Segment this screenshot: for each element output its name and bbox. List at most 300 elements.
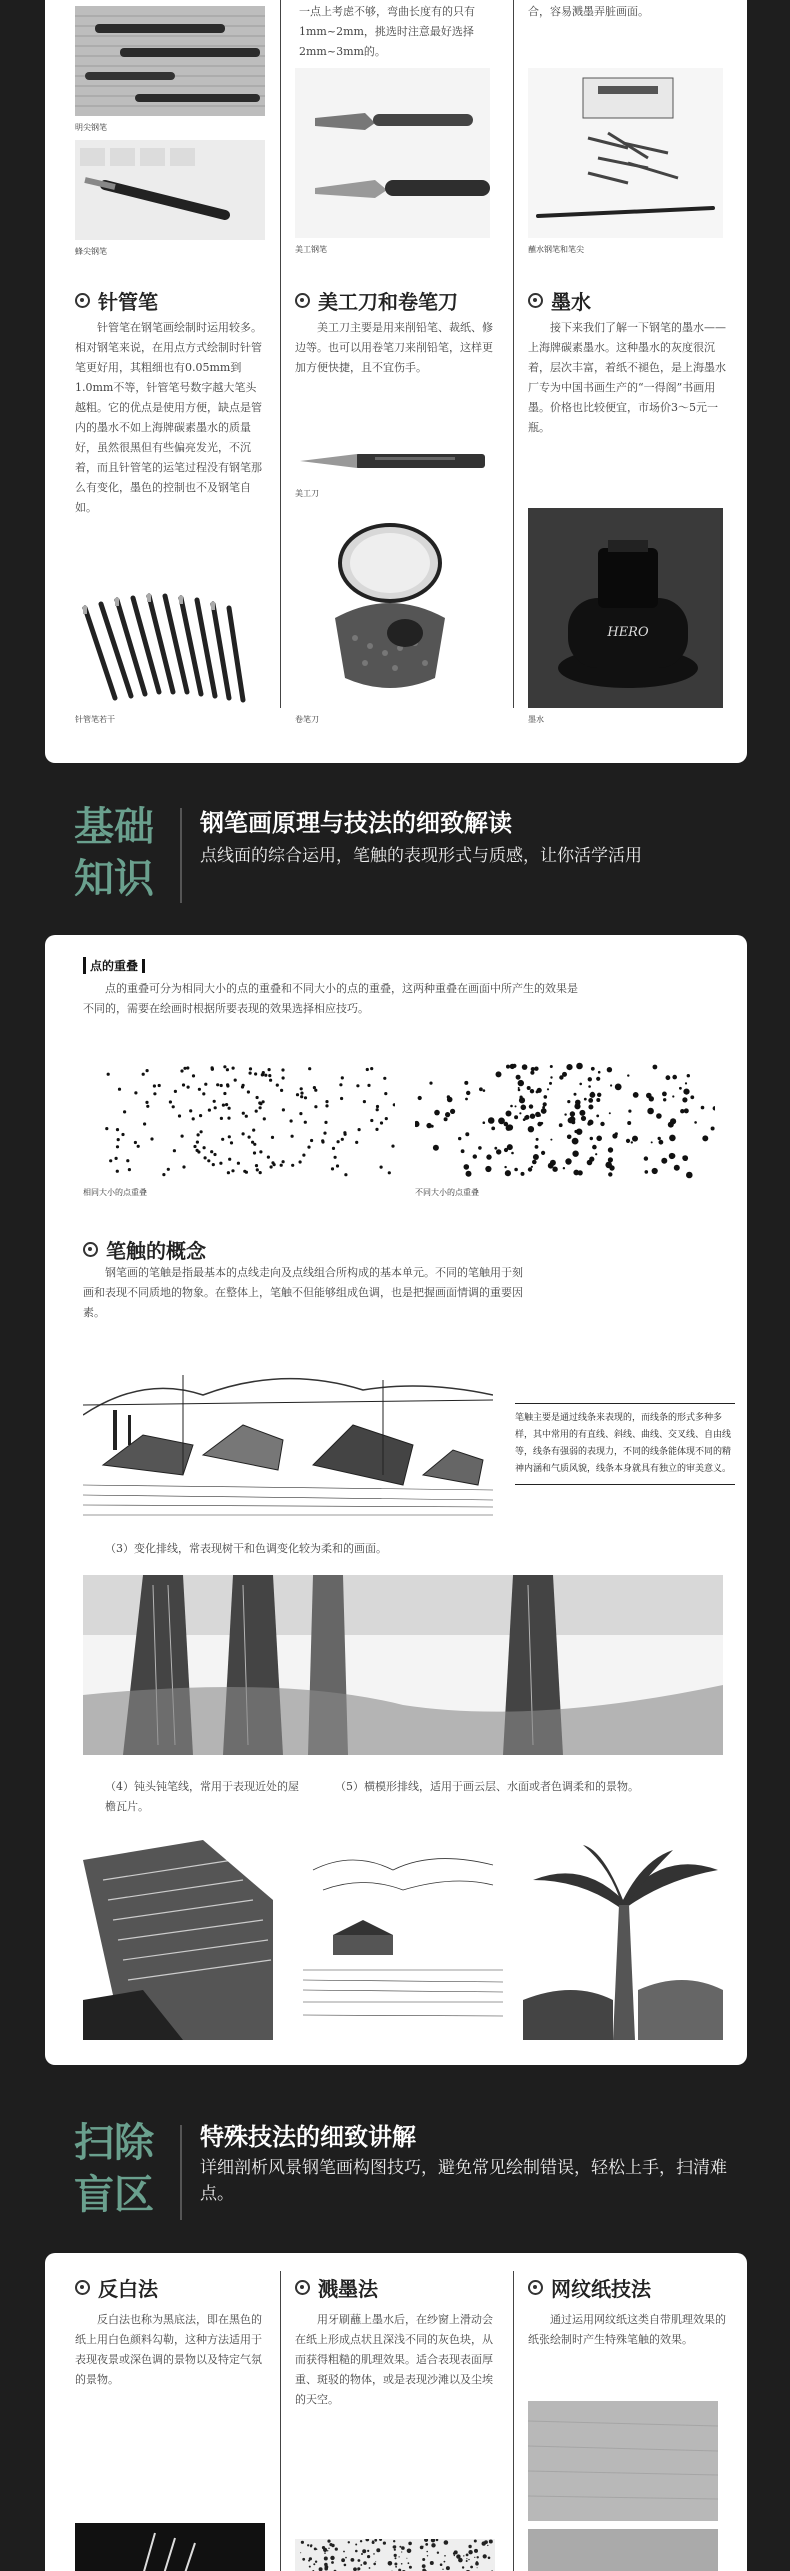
- splatter-mark: [425, 2543, 428, 2546]
- caption-utility-knife: 美工刀: [295, 489, 319, 498]
- dot-mark: [174, 1090, 177, 1093]
- dot-mark: [310, 1139, 313, 1142]
- splatter-mark: [372, 2541, 375, 2544]
- reverse-sample: [75, 2523, 265, 2571]
- dot-mark: [261, 1073, 264, 1076]
- dot-mark: [251, 1141, 254, 1144]
- dot-mark: [608, 1172, 612, 1176]
- dot-mark: [230, 1141, 233, 1144]
- splatter-mark: [332, 2545, 334, 2547]
- dot-mark: [516, 1075, 521, 1080]
- caption-bee-pen: 蜂尖钢笔: [75, 247, 107, 256]
- roof-tiles-sketch: [83, 1840, 273, 2040]
- dot-mark: [134, 1141, 137, 1144]
- splatter-mark: [316, 2549, 317, 2550]
- dot-mark: [588, 1077, 592, 1081]
- reverse-title: 反白法: [98, 2277, 158, 2301]
- splatter-mark: [309, 2557, 312, 2560]
- dot-mark: [702, 1135, 708, 1141]
- dot-mark: [263, 1117, 266, 1120]
- dot-mark: [627, 1074, 629, 1076]
- dot-mark: [321, 1139, 324, 1142]
- splatter-title: 溅墨法: [318, 2277, 378, 2301]
- dot-mark: [690, 1095, 694, 1099]
- dot-mark: [483, 1089, 486, 1092]
- dot-mark: [331, 1167, 334, 1170]
- dot-mark: [485, 1166, 491, 1172]
- dot-mark: [271, 1161, 274, 1164]
- splatter-mark: [431, 2543, 435, 2547]
- dot-mark: [117, 1138, 120, 1141]
- dot-mark: [672, 1095, 674, 1097]
- curved-pen-note: 一点上考虑不够，弯曲长度有的只有1mm~2mm，挑选时注意最好选择2mm~3mm的。: [299, 5, 475, 58]
- dot-mark: [245, 1115, 248, 1118]
- dot-mark: [528, 1126, 534, 1132]
- dot-mark: [187, 1086, 190, 1089]
- splatter-mark: [302, 2558, 305, 2561]
- splatter-mark: [474, 2540, 477, 2543]
- dot-mark: [656, 1113, 662, 1119]
- dot-mark: [268, 1074, 271, 1077]
- dot-mark: [534, 1067, 538, 1071]
- dot-mark: [237, 1162, 240, 1165]
- splatter-mark: [426, 2551, 428, 2553]
- dot-mark: [531, 1166, 533, 1168]
- dots-body: 点的重叠可分为相同大小的点的重叠和不同大小的点的重叠，这两种重叠在画面中所产生的效果是不同的，需要在绘画时根据所要表现的效果选择相应技巧。: [83, 982, 578, 1015]
- dot-mark: [186, 1066, 189, 1069]
- dot-mark: [126, 1159, 129, 1162]
- splatter-mark: [442, 2569, 443, 2570]
- dot-mark: [532, 1160, 537, 1165]
- dot-mark: [461, 1149, 465, 1153]
- clouds-water-sketch: [303, 1840, 503, 2040]
- dot-mark: [478, 1146, 482, 1150]
- splatter-mark: [313, 2563, 315, 2565]
- splatter-mark: [427, 2555, 428, 2556]
- dot-mark: [507, 1124, 513, 1130]
- dot-mark: [464, 1164, 470, 1170]
- dot-mark: [515, 1105, 517, 1107]
- dot-mark: [153, 1092, 156, 1095]
- dot-mark: [259, 1150, 262, 1153]
- dot-mark: [192, 1117, 195, 1120]
- dot-mark: [530, 1089, 534, 1093]
- dot-mark: [536, 1138, 539, 1141]
- splatter-mark: [331, 2561, 334, 2564]
- dot-mark: [208, 1109, 211, 1112]
- dot-mark: [307, 1146, 310, 1149]
- column-divider: [280, 0, 281, 708]
- dot-mark: [211, 1067, 214, 1070]
- splatter-body: 用牙刷蘸上墨水后，在纱窗上滑动会在纸上形成点状且深浅不同的灰色块，从而获得粗糙的肌理效果。适合表现表面厚重、斑驳的物体，或是表现沙滩以及尘埃的天空。: [295, 2313, 493, 2406]
- dot-mark: [221, 1138, 224, 1141]
- dot-mark: [522, 1064, 528, 1070]
- dot-mark: [514, 1115, 518, 1119]
- dot-mark: [608, 1147, 613, 1152]
- dot-mark: [158, 1084, 161, 1087]
- dot-mark: [183, 1067, 186, 1070]
- dot-mark: [711, 1127, 715, 1131]
- dot-mark: [291, 1135, 294, 1138]
- dot-mark: [137, 1145, 140, 1148]
- dot-mark: [595, 1153, 597, 1155]
- dot-mark: [304, 1096, 307, 1099]
- dot-mark: [118, 1088, 121, 1091]
- ink-title: 墨水: [551, 290, 591, 314]
- banner2-title: 特殊技法的细致讲解: [200, 2123, 416, 2151]
- dot-mark: [572, 1151, 578, 1157]
- dot-mark: [134, 1091, 137, 1094]
- splatter-mark: [444, 2561, 446, 2563]
- dot-mark: [589, 1157, 594, 1162]
- dots-caption-right: 不同大小的点重叠: [415, 1188, 479, 1197]
- splatter-mark: [440, 2563, 443, 2566]
- dot-mark: [344, 1133, 347, 1136]
- dot-mark: [249, 1067, 252, 1070]
- dot-mark: [232, 1067, 235, 1070]
- dot-mark: [252, 1129, 255, 1132]
- dot-mark: [518, 1087, 520, 1089]
- dot-mark: [466, 1091, 470, 1095]
- dot-mark: [521, 1172, 525, 1176]
- banner2-big-text: [74, 2117, 154, 2221]
- dot-mark: [596, 1098, 600, 1102]
- caption-3: （3）变化排线，常表现树干和色调变化较为柔和的画面。: [105, 1542, 387, 1555]
- dot-mark: [302, 1154, 305, 1157]
- splatter-mark: [422, 2558, 425, 2561]
- splatter-mark: [324, 2563, 328, 2567]
- splatter-mark: [454, 2550, 458, 2554]
- dot-mark: [107, 1073, 110, 1076]
- splatter-mark: [393, 2545, 396, 2548]
- dot-mark: [116, 1128, 119, 1131]
- dot-mark: [579, 1083, 582, 1086]
- dot-mark: [645, 1170, 649, 1174]
- stroke-title: 笔触的概念: [106, 1239, 206, 1263]
- caption-bright-pen: 明尖钢笔: [75, 123, 107, 132]
- dot-mark: [418, 1096, 422, 1100]
- dot-mark: [212, 1163, 215, 1166]
- dot-mark: [241, 1085, 244, 1088]
- splatter-mark: [477, 2556, 479, 2558]
- splatter-mark: [324, 2567, 328, 2571]
- splatter-mark: [379, 2539, 382, 2541]
- dot-mark: [668, 1122, 674, 1128]
- splatter-mark: [375, 2561, 376, 2562]
- dot-mark: [658, 1137, 661, 1140]
- dot-mark: [339, 1083, 342, 1086]
- art-pen-photo: [295, 68, 490, 238]
- splatter-mark: [341, 2558, 345, 2562]
- banner-basics: [0, 763, 790, 935]
- splatter-mark: [377, 2549, 380, 2552]
- splatter-mark: [408, 2542, 412, 2546]
- dot-mark: [574, 1093, 577, 1096]
- splatter-sample: [295, 2539, 495, 2571]
- bullet-circle-icon: [83, 1242, 98, 1257]
- dot-mark: [340, 1097, 343, 1100]
- special-techniques-card: [45, 2253, 747, 2571]
- dot-mark: [445, 1112, 450, 1117]
- dot-mark: [572, 1138, 579, 1145]
- dot-mark: [242, 1132, 245, 1135]
- dot-mark: [116, 1170, 119, 1173]
- dot-mark: [609, 1112, 611, 1114]
- section-title-stroke: [83, 1235, 206, 1264]
- splatter-mark: [466, 2554, 469, 2557]
- dip-pen-nibs-photo: [528, 68, 723, 238]
- section-title-texture: [528, 2273, 733, 2302]
- knife-body: 美工刀主要是用来削铅笔、裁纸、修边等。也可以用卷笔刀来削铅笔，这样更加方便快捷，且不宜伤手。: [295, 321, 493, 374]
- dot-mark: [300, 1087, 303, 1090]
- splatter-mark: [324, 2552, 326, 2554]
- dots-heading-text: 点的重叠: [90, 959, 139, 973]
- dot-mark: [142, 1073, 145, 1076]
- splatter-mark: [388, 2561, 393, 2566]
- dot-mark: [651, 1141, 653, 1143]
- dot-mark: [632, 1136, 638, 1142]
- splatter-mark: [366, 2539, 370, 2541]
- dot-mark: [514, 1168, 518, 1172]
- dot-mark: [536, 1090, 539, 1093]
- splatter-mark: [393, 2540, 395, 2542]
- dot-mark: [259, 1106, 262, 1109]
- dot-mark: [385, 1117, 388, 1120]
- dot-mark: [543, 1102, 547, 1106]
- dot-mark: [610, 1084, 612, 1086]
- dot-mark: [304, 1121, 307, 1124]
- dot-mark: [600, 1122, 604, 1126]
- dot-mark: [672, 1075, 677, 1080]
- dot-mark: [204, 1083, 207, 1086]
- splatter-mark: [394, 2563, 397, 2566]
- splatter-mark: [466, 2558, 467, 2559]
- dot-mark: [504, 1148, 508, 1152]
- dot-mark: [506, 1111, 512, 1117]
- splatter-mark: [300, 2552, 301, 2553]
- bullet-circle-icon: [75, 293, 90, 308]
- dot-mark: [486, 1154, 491, 1159]
- splatter-mark: [488, 2557, 491, 2560]
- dot-mark: [204, 1156, 207, 1159]
- column-divider: [280, 2271, 281, 2571]
- splatter-mark: [462, 2566, 464, 2568]
- dot-mark: [226, 1068, 229, 1071]
- splatter-mark: [466, 2560, 468, 2562]
- dot-mark: [464, 1081, 468, 1085]
- palm-tree-sketch: [523, 1840, 723, 2040]
- dot-mark: [682, 1097, 687, 1102]
- dot-mark: [666, 1075, 671, 1080]
- splatter-mark: [474, 2557, 475, 2558]
- splatter-mark: [355, 2544, 357, 2546]
- sharpener-photo: [295, 518, 490, 708]
- dot-mark: [597, 1093, 601, 1097]
- dot-mark: [366, 1068, 369, 1071]
- bullet-circle-icon: [528, 2280, 543, 2295]
- dot-mark: [203, 1146, 206, 1149]
- dot-mark: [332, 1147, 335, 1150]
- splatter-mark: [322, 2546, 325, 2549]
- dot-mark: [388, 1171, 391, 1174]
- needle-pen-title: 针管笔: [98, 290, 158, 314]
- stroke-card: [45, 935, 747, 2065]
- dot-mark: [181, 1135, 184, 1138]
- banner-techniques: [0, 2075, 790, 2253]
- dot-mark: [243, 1170, 246, 1173]
- splatter-mark: [362, 2549, 366, 2553]
- dot-mark: [575, 1100, 581, 1106]
- stroke-body: 钢笔画的笔触是指最基本的点线走向及点线组合所构成的基本单元。不同的笔触用于刻画和表现不同质地的物象。在整体上，笔触不但能够组成色调，也是把握画面情调的重要因素。: [83, 1266, 523, 1319]
- dot-mark: [228, 1158, 231, 1161]
- dot-mark: [541, 1108, 547, 1114]
- dot-mark: [226, 1084, 229, 1087]
- texture-body: 通过运用网纹纸这类自带肌理效果的纸张绘制时产生特殊笔触的效果。: [528, 2313, 726, 2346]
- caption-4: （4）钝头钝笔线，常用于表现近处的屋檐瓦片。: [105, 1780, 299, 1813]
- dot-mark: [563, 1167, 565, 1169]
- dot-mark: [153, 1084, 156, 1087]
- splatter-mark: [394, 2549, 396, 2551]
- splatter-mark: [374, 2539, 377, 2542]
- dot-mark: [214, 1106, 217, 1109]
- dot-mark: [116, 1145, 119, 1148]
- dot-mark: [222, 1104, 225, 1107]
- dot-mark: [533, 1154, 539, 1160]
- section-title-needle-pen: [75, 286, 158, 315]
- splatter-mark: [409, 2566, 412, 2569]
- splatter-mark: [460, 2555, 461, 2556]
- dot-mark: [231, 1169, 234, 1172]
- caption-5: （5）横模形排线，适用于画云层、水面或者色调柔和的景物。: [335, 1780, 639, 1793]
- banner-big-line1: 基础: [74, 804, 154, 850]
- dot-mark: [276, 1084, 279, 1087]
- dot-mark: [258, 1101, 261, 1104]
- column-splatter: [295, 2273, 500, 2410]
- splatter-mark: [363, 2561, 367, 2565]
- dot-mark: [253, 1151, 256, 1154]
- dot-mark: [527, 1086, 531, 1090]
- splatter-mark: [361, 2553, 363, 2555]
- dot-mark: [574, 1130, 577, 1133]
- dot-mark: [444, 1117, 448, 1121]
- bullet-circle-icon: [75, 2280, 90, 2295]
- caption-needle-pens: 针管笔若干: [75, 715, 115, 724]
- splatter-mark: [307, 2544, 309, 2546]
- dot-mark: [559, 1123, 563, 1127]
- dot-mark: [567, 1135, 572, 1140]
- dots-same-size: [95, 1060, 395, 1180]
- dot-mark: [529, 1104, 533, 1108]
- dot-mark: [479, 1087, 483, 1091]
- dot-mark: [510, 1105, 513, 1108]
- banner2-big-line1: 扫除: [74, 2120, 154, 2166]
- reverse-body: 反白法也称为黑底法，即在黑色的纸上用白色颜料勾勒，这种方法适用于表现夜景或深色调的景物以及特定气氛的景物。: [75, 2313, 262, 2386]
- dot-mark: [686, 1172, 693, 1179]
- dot-mark: [337, 1140, 340, 1143]
- dot-mark: [687, 1074, 690, 1077]
- dot-mark: [488, 1117, 495, 1124]
- knife-title: 美工刀和卷笔刀: [318, 290, 458, 314]
- dot-mark: [380, 1166, 383, 1169]
- dot-mark: [167, 1168, 170, 1171]
- dot-mark: [550, 1076, 552, 1078]
- dot-mark: [552, 1167, 557, 1172]
- dot-mark: [549, 1082, 552, 1085]
- dot-mark: [223, 1092, 226, 1095]
- dot-mark: [588, 1098, 593, 1103]
- splatter-mark: [357, 2569, 358, 2570]
- dot-mark: [341, 1076, 344, 1079]
- dot-mark: [592, 1145, 597, 1150]
- dot-mark: [268, 1068, 271, 1071]
- dot-mark: [511, 1152, 514, 1155]
- dot-mark: [628, 1110, 631, 1113]
- dot-mark: [380, 1121, 383, 1124]
- dot-mark: [433, 1145, 439, 1151]
- dot-mark: [199, 1114, 202, 1117]
- dot-mark: [247, 1090, 250, 1093]
- dot-mark: [355, 1141, 358, 1144]
- dot-mark: [663, 1098, 666, 1101]
- dot-mark: [123, 1110, 126, 1113]
- dot-mark: [596, 1136, 602, 1142]
- splatter-mark: [468, 2550, 472, 2554]
- caption-dip-pen: 蘸水钢笔和笔尖: [528, 245, 584, 254]
- utility-knife-photo: [295, 446, 490, 476]
- splatter-mark: [327, 2550, 328, 2551]
- splatter-mark: [394, 2554, 397, 2557]
- dot-mark: [228, 1107, 231, 1110]
- ink-bottle-photo: [528, 508, 723, 708]
- splatter-mark: [309, 2566, 311, 2568]
- dot-mark: [341, 1138, 344, 1141]
- splatter-mark: [335, 2548, 338, 2551]
- dot-mark: [498, 1118, 505, 1125]
- dot-mark: [363, 1100, 366, 1103]
- dot-mark: [219, 1162, 222, 1165]
- splatter-mark: [470, 2566, 473, 2569]
- dot-mark: [299, 1112, 302, 1115]
- dot-mark: [256, 1168, 259, 1171]
- dot-mark: [567, 1100, 570, 1103]
- banner-subtitle: 点线面的综合运用，笔触的表现形式与质感，让你活学活用: [200, 846, 642, 866]
- splatter-mark: [430, 2561, 434, 2565]
- dot-mark: [282, 1160, 285, 1163]
- dot-mark: [325, 1100, 328, 1103]
- dot-mark: [336, 1164, 339, 1167]
- dot-mark: [383, 1077, 386, 1080]
- dot-mark: [290, 1119, 293, 1122]
- dot-mark: [434, 1110, 440, 1116]
- dot-mark: [178, 1114, 181, 1117]
- splatter-mark: [395, 2566, 397, 2568]
- caption-sharpener: 卷笔刀: [295, 715, 319, 724]
- banner-big-text: [74, 801, 154, 905]
- dot-mark: [391, 1145, 394, 1148]
- dot-mark: [615, 1132, 618, 1135]
- dot-mark: [669, 1135, 676, 1142]
- dot-mark: [202, 1092, 205, 1095]
- dot-mark: [115, 1157, 118, 1160]
- dot-mark: [566, 1064, 572, 1070]
- dot-mark: [653, 1065, 658, 1070]
- dot-mark: [262, 1100, 265, 1103]
- splatter-mark: [373, 2553, 375, 2555]
- dot-mark: [674, 1165, 680, 1171]
- dot-mark: [227, 1117, 230, 1120]
- banner2-separator: [180, 2125, 182, 2220]
- dot-mark: [429, 1082, 432, 1085]
